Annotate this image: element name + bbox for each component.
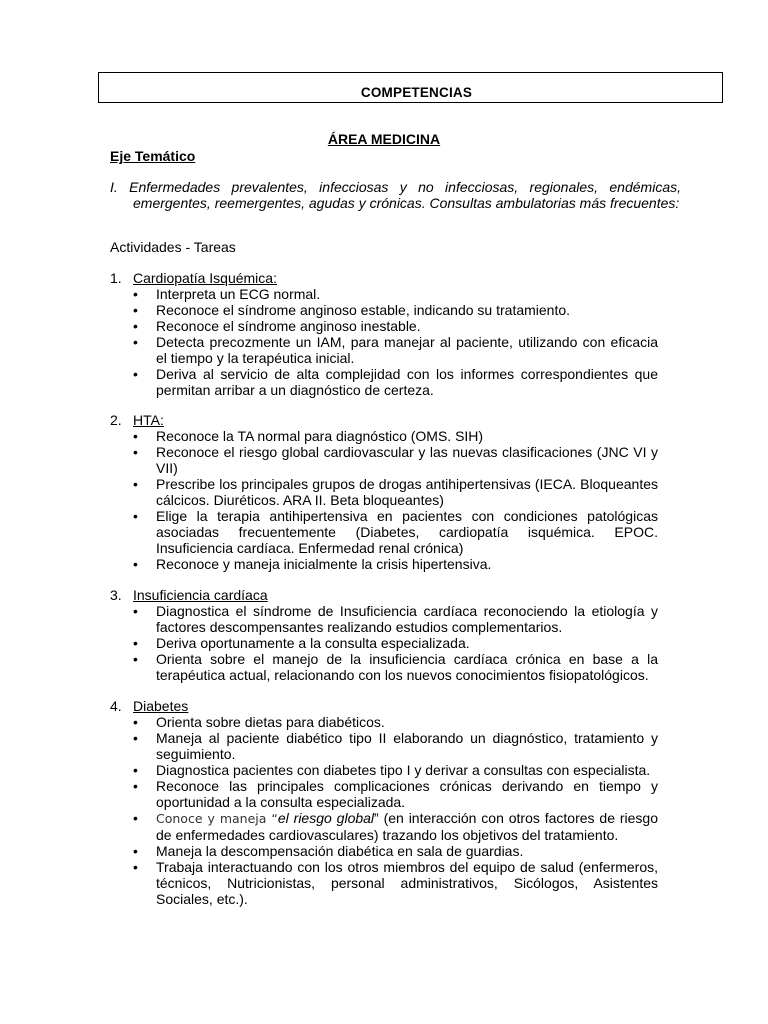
list-item: • Reconoce el riesgo global cardiovascular y las nuevas clasificaciones (JNC VI y VII): [110, 444, 658, 476]
section-number: 2.: [110, 412, 122, 428]
list-item: • Reconoce las principales complicaciones crónicas derivando en tiempo y oportunidad a la consulta especializada.: [110, 778, 658, 810]
item-list: [110, 286, 658, 398]
list-item: • Deriva al servicio de alta complejidad con los informes correspondientes que permitan arribar a un diagnóstico de certeza.: [110, 366, 658, 398]
list-item: • Diagnostica pacientes con diabetes tipo I y derivar a consultas con especialista.: [110, 762, 658, 778]
document-title: COMPETENCIAS: [360, 85, 473, 100]
list-item-riesgo-global: [110, 810, 658, 843]
list-item: • Deriva oportunamente a la consulta especializada.: [110, 635, 658, 651]
list-item: • Maneja al paciente diabético tipo II elaborando un diagnóstico, tratamiento y seguimiento.: [110, 730, 658, 762]
section-number: 4.: [110, 698, 122, 714]
list-item: • Prescribe los principales grupos de drogas antihipertensivas (IECA. Bloqueantes cálcicos. Diuréticos. ARA II. Beta bloqueantes): [110, 476, 658, 508]
riesgo-suffix: ” (en interacción con otros factores de riesgo de enfermedades cardiovasculares) trazando los objetivos del tratamiento.: [156, 810, 659, 843]
section-number: 3.: [110, 587, 122, 603]
section-title: HTA:: [133, 412, 164, 428]
section-cardiopatia: [110, 270, 658, 398]
list-item: • Trabaja interactuando con los otros miembros del equipo de salud (enfermeros, técnicos, Nutricionistas, personal administrativos, Sicólogos, Asistentes Sociales, etc.).: [110, 859, 658, 907]
item-list: [110, 603, 658, 683]
list-item: • Orienta sobre dietas para diabéticos.: [110, 714, 658, 730]
list-item: • Detecta precozmente un IAM, para manejar al paciente, utilizando con eficacia el tiempo y la terapéutica inicial.: [110, 334, 658, 366]
item-list: [110, 428, 658, 572]
section-hta: [110, 412, 658, 572]
section-diabetes: [110, 698, 658, 907]
list-item: • Reconoce y maneja inicialmente la crisis hipertensiva.: [110, 556, 658, 572]
list-item: • Reconoce el síndrome anginoso estable, indicando su tratamiento.: [110, 302, 658, 318]
section-title: Cardiopatía Isquémica:: [133, 270, 277, 286]
title-box: [98, 72, 723, 103]
section-title: Diabetes: [133, 698, 189, 714]
eje-tematico-label: Eje Temático: [110, 148, 196, 164]
list-item: • Reconoce el síndrome anginoso inestable.: [110, 318, 658, 334]
list-item: • Elige la terapia antihipertensiva en pacientes con condiciones patológicas asociadas frecuentemente (Diabetes, cardiopatía isquémica. EPOC. Insuficiencia cardíaca. Enfermedad renal crónica): [110, 508, 658, 556]
section-number: 1.: [110, 270, 122, 286]
riesgo-prefix: Conoce y maneja “: [156, 811, 278, 826]
list-item: • Diagnostica el síndrome de Insuficiencia cardíaca reconociendo la etiología y factores descompensantes realizando estudios complementarios.: [110, 603, 658, 635]
section-title: Insuficiencia cardíaca: [133, 587, 268, 603]
list-item: • Interpreta un ECG normal.: [110, 286, 658, 302]
area-title: ÁREA MEDICINA: [327, 131, 441, 147]
activities-label: Actividades - Tareas: [110, 239, 236, 255]
list-item: • Orienta sobre el manejo de la insuficiencia cardíaca crónica en base a la terapéutica actual, relacionando con los nuevos conocimientos fisiopatológicos.: [110, 651, 658, 683]
section-insuficiencia: [110, 587, 658, 683]
list-item: • Reconoce la TA normal para diagnóstico (OMS. SIH): [110, 428, 658, 444]
item-list: [110, 714, 658, 907]
intro-paragraph: I. Enfermedades prevalentes, infecciosas y no infecciosas, regionales, endémicas, emergentes, reemergentes, agudas y crónicas. Consultas ambulatorias más frecuentes:: [110, 179, 681, 211]
riesgo-emphasis: el riesgo global: [277, 810, 375, 826]
list-item: • Maneja la descompensación diabética en sala de guardias.: [110, 843, 658, 859]
